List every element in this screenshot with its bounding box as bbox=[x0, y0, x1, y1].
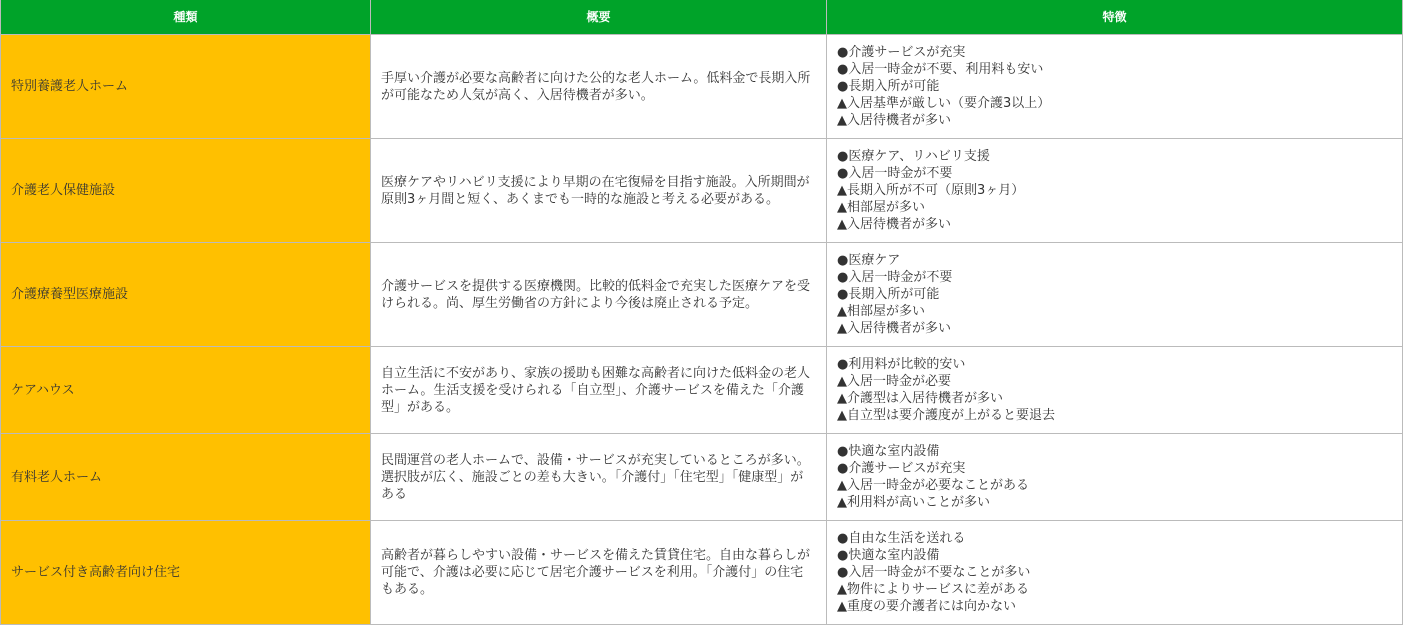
facility-features bbox=[827, 243, 1403, 347]
feature-item: ▲入居基準が厳しい（要介護3以上） bbox=[837, 96, 1051, 111]
feature-item: ●入居一時金が不要なことが多い bbox=[837, 565, 1031, 580]
feature-item: ▲相部屋が多い bbox=[837, 304, 925, 319]
features-list bbox=[837, 252, 1392, 337]
feature-item: ▲入居待機者が多い bbox=[837, 217, 951, 232]
feature-item: ●入居一時金が不要 bbox=[837, 166, 953, 181]
feature-item: ▲長期入所が不可（原則3ヶ月） bbox=[837, 183, 1025, 198]
feature-item: ▲介護型は入居待機者が多い bbox=[837, 391, 1003, 406]
facility-features bbox=[827, 347, 1403, 434]
feature-item: ●入居一時金が不要 bbox=[837, 270, 953, 285]
features-list bbox=[837, 356, 1392, 424]
facility-summary: 高齢者が暮らしやすい設備・サービスを備えた賃貸住宅。自由な暮らしが可能で、介護は必要に応じて居宅介護サービスを利用。「介護付」の住宅もある。 bbox=[371, 521, 827, 625]
facility-features bbox=[827, 35, 1403, 139]
feature-item: ●快適な室内設備 bbox=[837, 548, 940, 563]
facility-summary: 医療ケアやリハビリ支援により早期の在宅復帰を目指す施設。入所期間が原則3ヶ月間と短く、あくまでも一時的な施設と考える必要がある。 bbox=[371, 139, 827, 243]
feature-item: ●介護サービスが充実 bbox=[837, 461, 966, 476]
facility-summary: 民間運営の老人ホームで、設備・サービスが充実しているところが多い。選択肢が広く、施設ごとの差も大きい。「介護付」「住宅型」「健康型」がある bbox=[371, 434, 827, 521]
feature-item: ▲入居一時金が必要なことがある bbox=[837, 478, 1029, 493]
feature-item: ●長期入所が可能 bbox=[837, 79, 940, 94]
facility-type: 介護療養型医療施設 bbox=[1, 243, 371, 347]
table-row bbox=[1, 434, 1403, 521]
facility-type: 介護老人保健施設 bbox=[1, 139, 371, 243]
facility-features bbox=[827, 139, 1403, 243]
facility-summary: 手厚い介護が必要な高齢者に向けた公的な老人ホーム。低料金で長期入所が可能なため人気が高く、入居待機者が多い。 bbox=[371, 35, 827, 139]
table-header-row bbox=[1, 0, 1403, 35]
table-row bbox=[1, 347, 1403, 434]
header-features: 特徴 bbox=[827, 0, 1403, 35]
facility-features bbox=[827, 434, 1403, 521]
table-row bbox=[1, 521, 1403, 625]
feature-item: ▲相部屋が多い bbox=[837, 200, 925, 215]
feature-item: ▲利用料が高いことが多い bbox=[837, 495, 990, 510]
feature-item: ●快適な室内設備 bbox=[837, 444, 940, 459]
header-type: 種類 bbox=[1, 0, 371, 35]
facility-type: 特別養護老人ホーム bbox=[1, 35, 371, 139]
features-list bbox=[837, 530, 1392, 615]
facility-summary: 自立生活に不安があり、家族の援助も困難な高齢者に向けた低料金の老人ホーム。生活支援を受けられる「自立型」、介護サービスを備えた「介護型」がある。 bbox=[371, 347, 827, 434]
table-row bbox=[1, 35, 1403, 139]
feature-item: ●自由な生活を送れる bbox=[837, 531, 966, 546]
feature-item: ●医療ケア、リハビリ支援 bbox=[837, 149, 990, 164]
feature-item: ▲入居待機者が多い bbox=[837, 113, 951, 128]
feature-item: ●利用料が比較的安い bbox=[837, 357, 966, 372]
feature-item: ●医療ケア bbox=[837, 253, 901, 268]
facility-type: 有料老人ホーム bbox=[1, 434, 371, 521]
features-list bbox=[837, 443, 1392, 511]
feature-item: ▲自立型は要介護度が上がると要退去 bbox=[837, 408, 1055, 423]
table-row bbox=[1, 243, 1403, 347]
feature-item: ●介護サービスが充実 bbox=[837, 45, 966, 60]
facility-type: ケアハウス bbox=[1, 347, 371, 434]
features-list bbox=[837, 44, 1392, 129]
facility-type: サービス付き高齢者向け住宅 bbox=[1, 521, 371, 625]
features-list bbox=[837, 148, 1392, 233]
table-row bbox=[1, 139, 1403, 243]
feature-item: ▲入居待機者が多い bbox=[837, 321, 951, 336]
facility-summary: 介護サービスを提供する医療機関。比較的低料金で充実した医療ケアを受けられる。尚、厚生労働省の方針により今後は廃止される予定。 bbox=[371, 243, 827, 347]
feature-item: ▲入居一時金が必要 bbox=[837, 374, 951, 389]
feature-item: ●長期入所が可能 bbox=[837, 287, 940, 302]
header-summary: 概要 bbox=[371, 0, 827, 35]
feature-item: ●入居一時金が不要、利用料も安い bbox=[837, 62, 1044, 77]
feature-item: ▲重度の要介護者には向かない bbox=[837, 599, 1016, 614]
facility-features bbox=[827, 521, 1403, 625]
feature-item: ▲物件によりサービスに差がある bbox=[837, 582, 1029, 597]
